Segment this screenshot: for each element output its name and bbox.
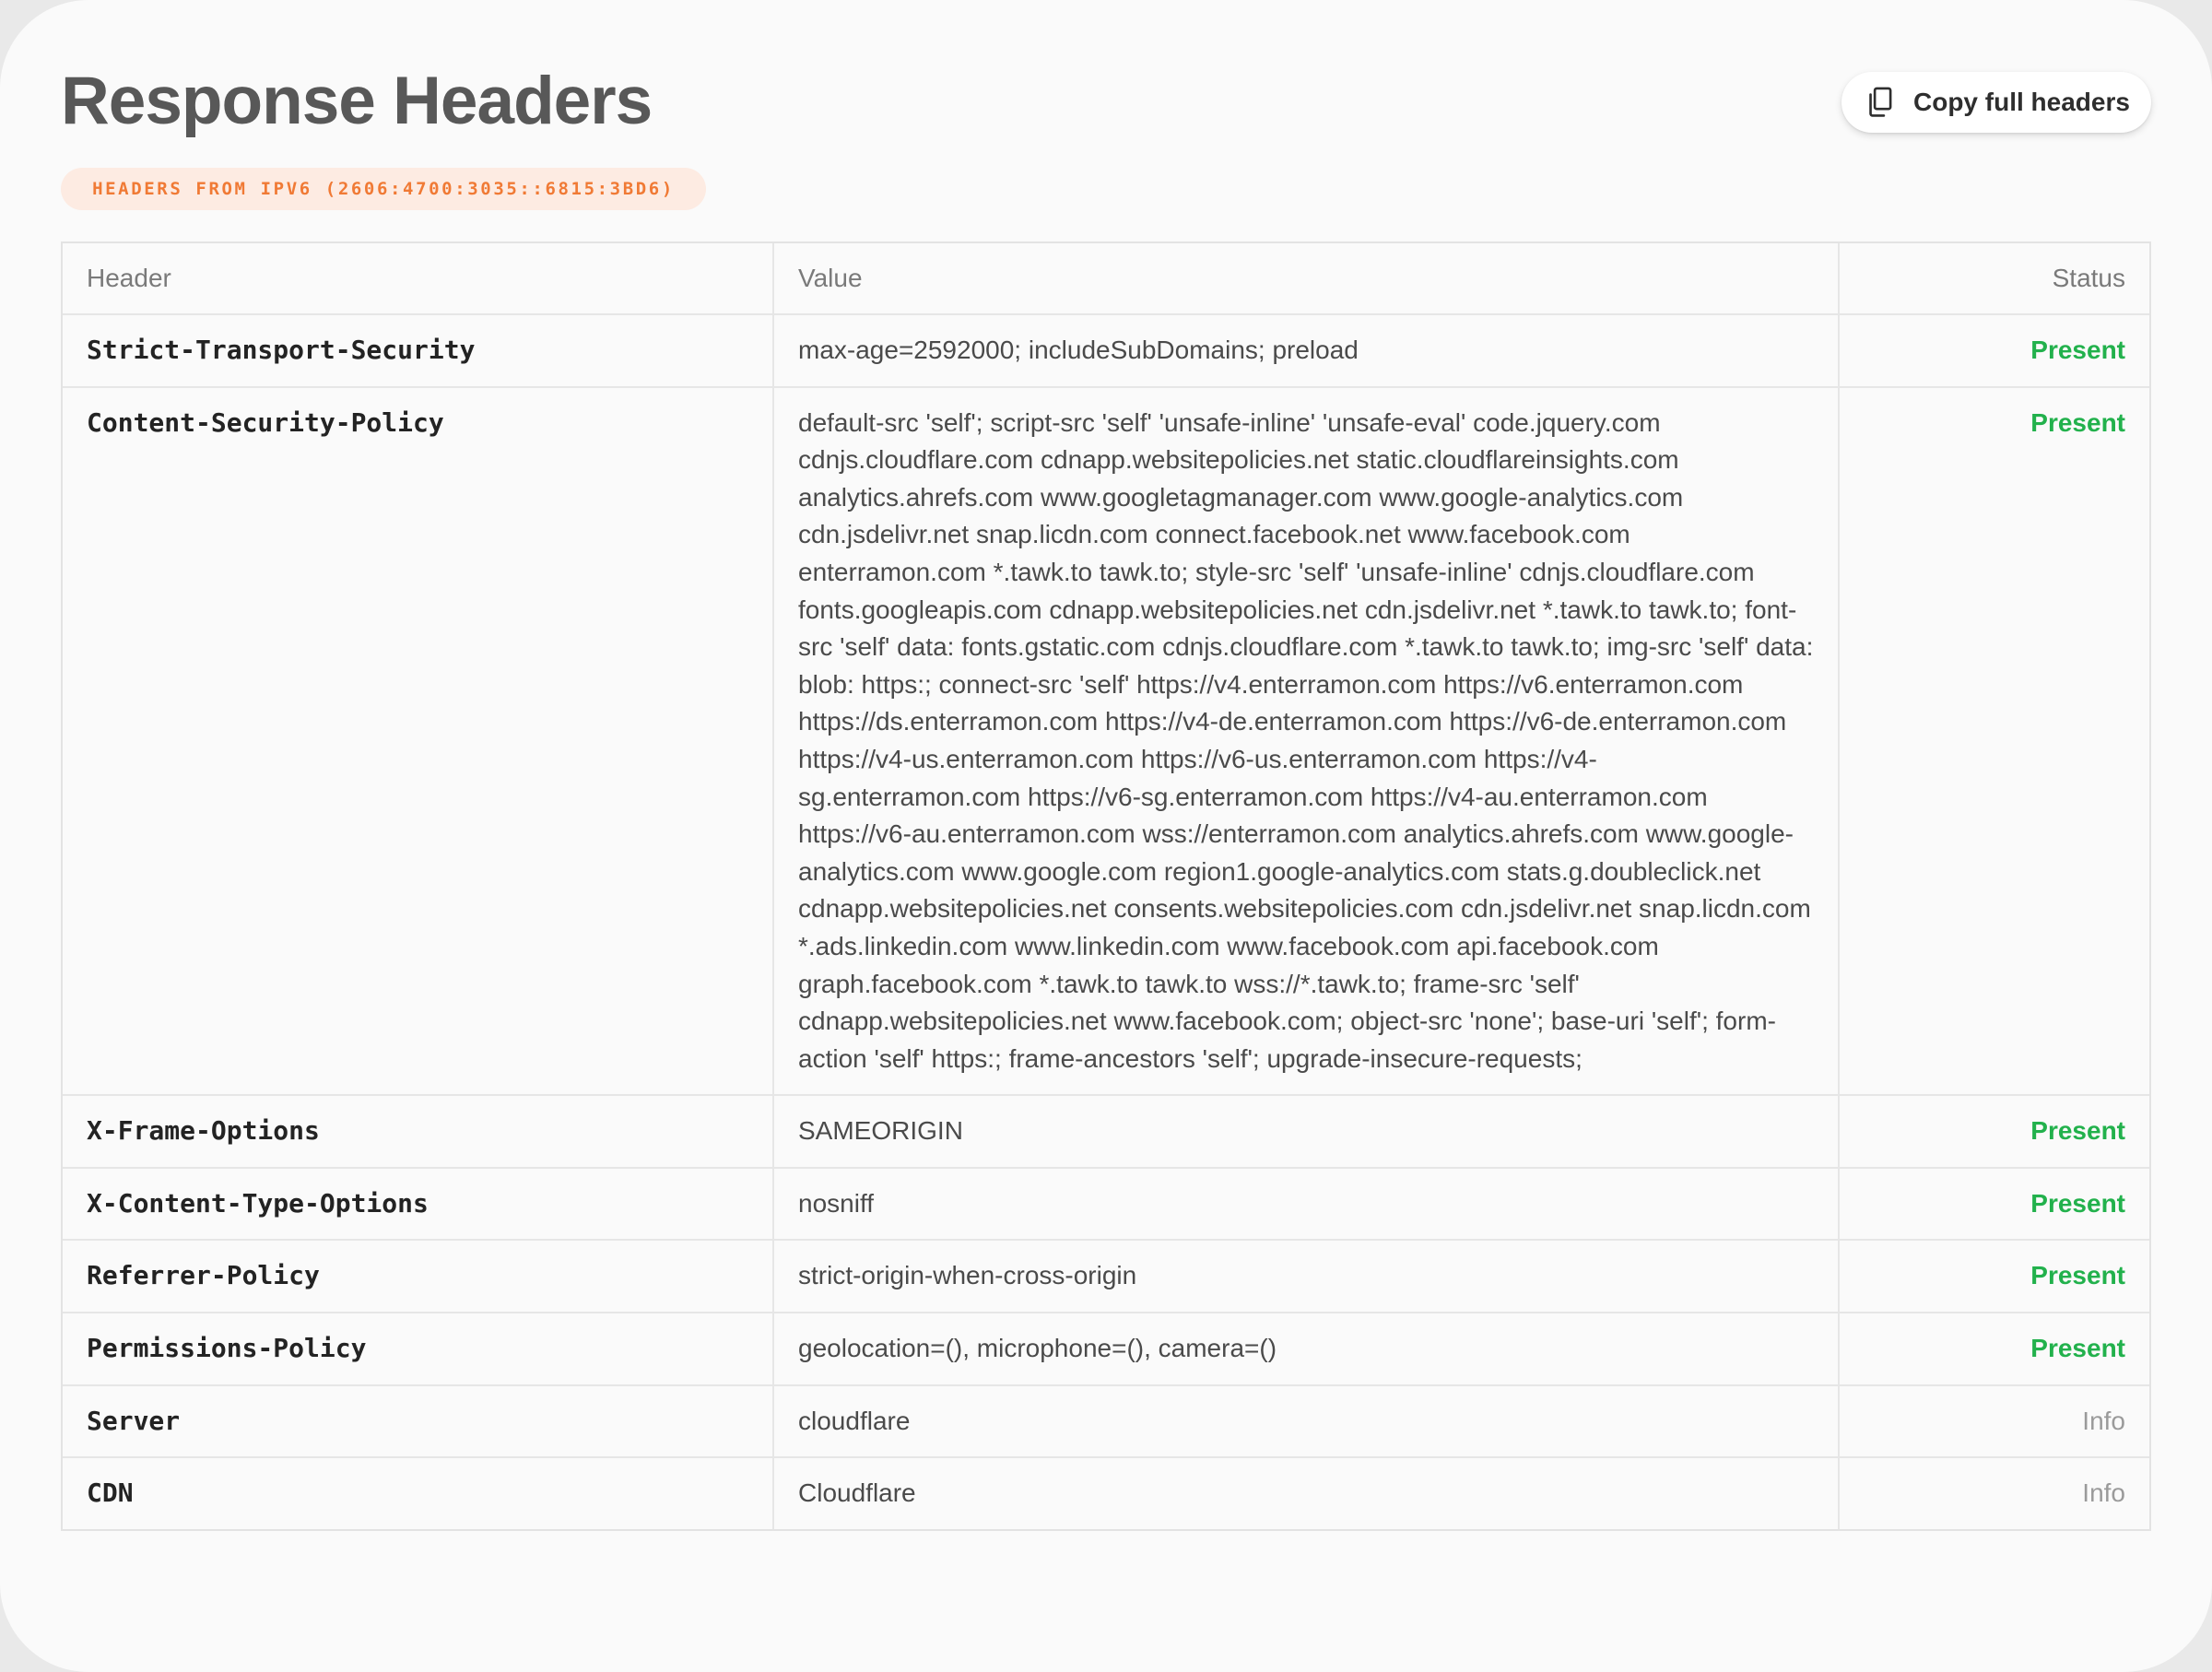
status-badge: Info [1838, 1458, 2149, 1529]
status-badge: Present [1838, 388, 2149, 1095]
status-badge: Present [1838, 1313, 2149, 1384]
header-name: CDN [87, 1478, 134, 1509]
column-header-value: Value [772, 243, 1838, 313]
header-value: nosniff [772, 1169, 1838, 1240]
header-value: Cloudflare [772, 1458, 1838, 1529]
status-badge: Present [1838, 1241, 2149, 1312]
copy-button-label: Copy full headers [1913, 88, 2130, 116]
header-value: SAMEORIGIN [772, 1096, 1838, 1167]
status-badge: Present [1838, 1096, 2149, 1167]
table-header-row [63, 243, 2149, 313]
copy-icon [1865, 87, 1895, 118]
column-header-status: Status [1838, 243, 2149, 313]
header-name: Referrer-Policy [87, 1260, 320, 1291]
table-row [63, 1239, 2149, 1312]
status-badge: Present [1838, 315, 2149, 386]
header-value: cloudflare [772, 1386, 1838, 1457]
page-title: Response Headers [61, 64, 653, 138]
header-value: default-src 'self'; script-src 'self' 'unsafe-inline' 'unsafe-eval' code.jquery.com cdnjs.cloudflare.com cdnapp.websitepolicies.net static.cloudflareinsights.com analytics.ahrefs.com www.googletagmanager.com www.google-analytics.com cdn.jsdelivr.net snap.licdn.com connect.facebook.net www.facebook.com enterramon.com *.tawk.to tawk.to; style-src 'self' 'unsafe-inline' cdnjs.cloudflare.com fonts.googleapis.com cdnapp.websitepolicies.net cdn.jsdelivr.net *.tawk.to tawk.to; font-src 'self' data: fonts.gstatic.com cdnjs.cloudflare.com *.tawk.to tawk.to; img-src 'self' data: blob: https:; connect-src 'self' https://v4.enterramon.com https://v6.enterramon.com https://ds.enterramon.com https://v4-de.enterramon.com https://v6-de.enterramon.com https://v4-us.enterramon.com https://v6-us.enterramon.com https://v4-sg.enterramon.com https://v6-sg.enterramon.com https://v4-au.enterramon.com https://v6-au.enterramon.com wss://enterramon.com analytics.ahrefs.com www.google-analytics.com www.google.com region1.google-analytics.com stats.g.doubleclick.net cdnapp.websitepolicies.net consents.websitepolicies.com cdn.jsdelivr.net snap.licdn.com *.ads.linkedin.com www.linkedin.com www.facebook.com api.facebook.com graph.facebook.com *.tawk.to tawk.to wss://*.tawk.to; frame-src 'self' cdnapp.websitepolicies.net www.facebook.com; object-src 'none'; base-uri 'self'; form-action 'self' https:; frame-ancestors 'self'; upgrade-insecure-requests; [772, 388, 1838, 1095]
header-name: Strict-Transport-Security [87, 335, 476, 365]
table-row [63, 1167, 2149, 1240]
header-name: Server [87, 1405, 181, 1436]
header-name: Permissions-Policy [87, 1333, 367, 1364]
table-row [63, 1456, 2149, 1529]
ip-source-badge: HEADERS FROM IPV6 (2606:4700:3035::6815:3BD6) [61, 168, 706, 210]
column-header-header: Header [87, 264, 171, 292]
table-row [63, 1094, 2149, 1167]
copy-full-headers-button[interactable] [1841, 72, 2151, 133]
header-value: max-age=2592000; includeSubDomains; preload [772, 315, 1838, 386]
header-name: X-Content-Type-Options [87, 1187, 429, 1219]
table-row [63, 1384, 2149, 1457]
table-row [63, 1312, 2149, 1384]
header-name: X-Frame-Options [87, 1115, 320, 1147]
header-name: Content-Security-Policy [87, 406, 444, 438]
status-badge: Info [1838, 1386, 2149, 1457]
header-value: strict-origin-when-cross-origin [772, 1241, 1838, 1312]
table-row [63, 386, 2149, 1095]
headers-table [61, 241, 2151, 1531]
status-badge: Present [1838, 1169, 2149, 1240]
header-value: geolocation=(), microphone=(), camera=() [772, 1313, 1838, 1384]
table-row [63, 313, 2149, 386]
